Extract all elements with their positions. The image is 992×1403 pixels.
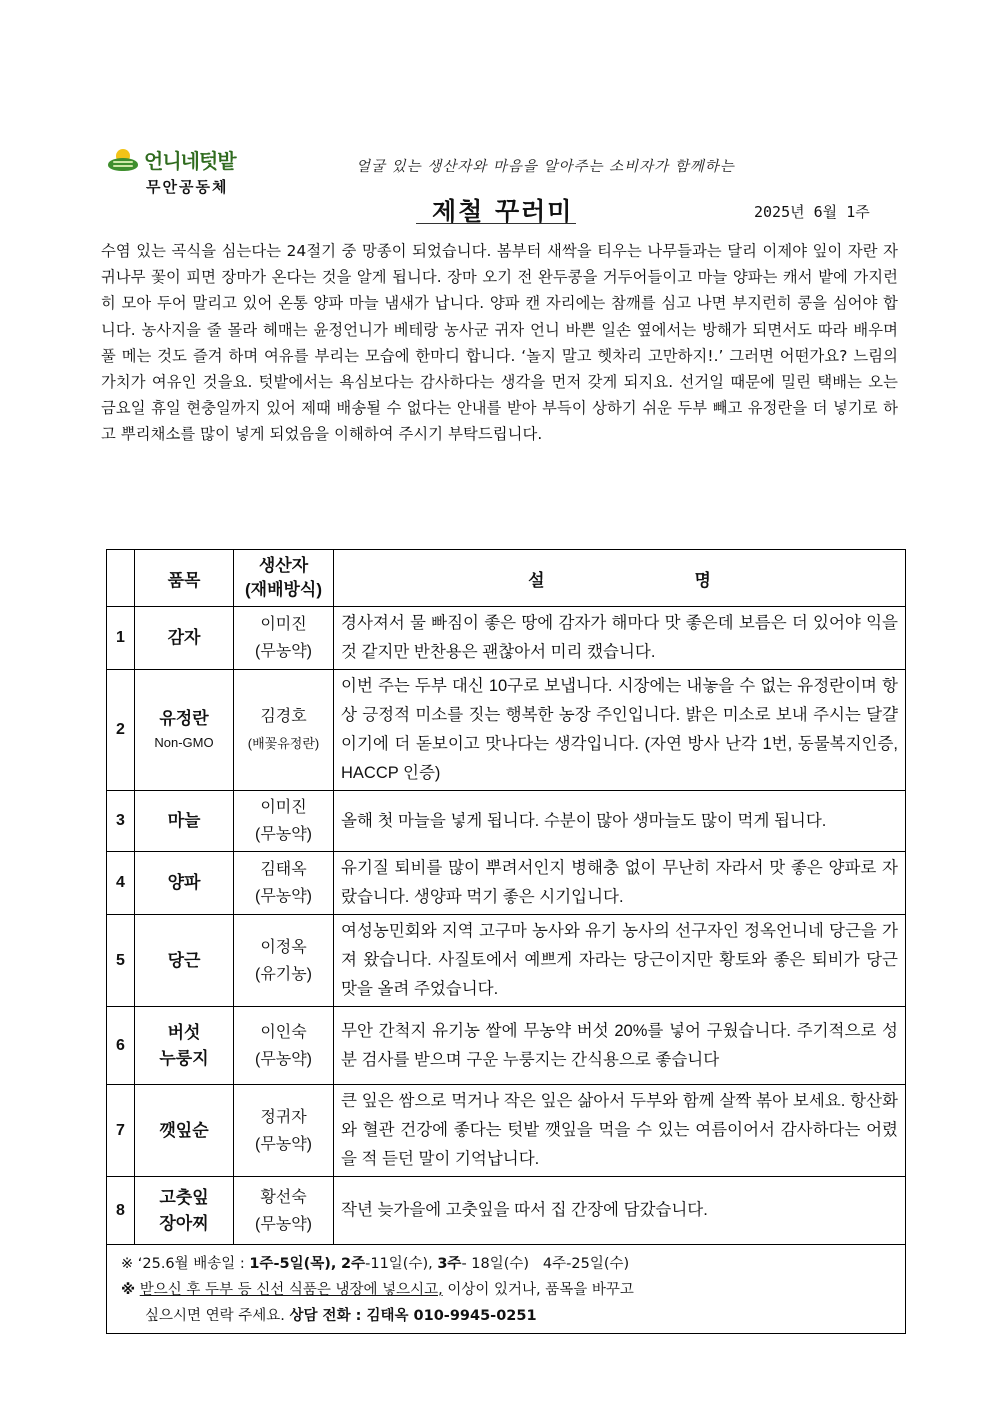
table-row bbox=[107, 1177, 906, 1245]
row-description: 큰 잎은 쌈으로 먹거나 작은 잎은 삶아서 두부와 함께 살짝 볶아 보세요. 항산화와 혈관 건강에 좋다는 텃밭 깻잎을 먹을 수 있는 여름이어서 감사하다는 어렸을 적 듣던 말이 기억납니다. bbox=[334, 1085, 906, 1177]
header-desc-char1: 설 bbox=[528, 570, 545, 590]
table-row bbox=[107, 1085, 906, 1177]
row-item bbox=[135, 1177, 234, 1245]
row-item bbox=[135, 1007, 234, 1085]
producer-name: 이미진 bbox=[260, 616, 307, 633]
row-number: 6 bbox=[107, 1007, 135, 1085]
row-item-line1: 버섯 bbox=[167, 1022, 201, 1042]
row-number: 2 bbox=[107, 670, 135, 791]
logo bbox=[108, 145, 268, 197]
row-description: 무안 간척지 유기농 쌀에 무농약 버섯 20%를 넣어 구웠습니다. 주기적으로 성분 검사를 받으며 구운 누룽지는 간식용으로 좋습니다 bbox=[334, 1007, 906, 1085]
producer-method: (무농약) bbox=[254, 1135, 313, 1153]
row-item-line2: 누룽지 bbox=[159, 1048, 209, 1068]
issue-date: 2025년 6월 1주 bbox=[754, 203, 870, 221]
row-description: 여성농민회와 지역 고구마 농사와 유기 농사의 선구자인 정옥언니네 당근을 가져 왔습니다. 사질토에서 예쁘게 자라는 당근이지만 황토와 좋은 퇴비가 당근 맛을 올려 주었습니다. bbox=[334, 915, 906, 1007]
table-row bbox=[107, 791, 906, 852]
row-item bbox=[135, 670, 234, 791]
contact-phone: 상담 전화 : 김태옥 010-9945-0251 bbox=[289, 1308, 537, 1324]
row-number: 3 bbox=[107, 791, 135, 852]
row-item: 양파 bbox=[135, 852, 234, 915]
table-row bbox=[107, 670, 906, 791]
row-item-line2: 장아찌 bbox=[159, 1213, 209, 1233]
logo-subtitle: 무안공동체 bbox=[146, 178, 229, 196]
row-number: 1 bbox=[107, 607, 135, 670]
producer-method: (무농약) bbox=[254, 643, 313, 660]
contact-line bbox=[121, 1303, 891, 1329]
row-producer bbox=[234, 1085, 334, 1177]
producer-method: (무농약) bbox=[254, 1215, 313, 1233]
table-row bbox=[107, 915, 906, 1007]
row-producer bbox=[234, 791, 334, 852]
producer-name: 황선숙 bbox=[260, 1188, 307, 1206]
row-producer bbox=[234, 1177, 334, 1245]
row-producer bbox=[234, 915, 334, 1007]
table-footer-row bbox=[107, 1245, 906, 1334]
farm-logo-icon bbox=[108, 149, 138, 171]
delivery-schedule bbox=[121, 1251, 891, 1277]
row-description: 경사져서 물 빠짐이 좋은 땅에 감자가 해마다 맛 좋은데 보름은 더 있어야 익을 것 같지만 반찬용은 괜찮아서 미리 캤습니다. bbox=[334, 607, 906, 670]
title-underline bbox=[416, 223, 576, 224]
producer-method: (무농약) bbox=[254, 1050, 313, 1068]
row-item-note: Non-GMO bbox=[154, 735, 214, 750]
producer-name: 김태옥 bbox=[260, 861, 307, 878]
header-no bbox=[107, 550, 135, 607]
row-item: 깻잎순 bbox=[135, 1085, 234, 1177]
table-row bbox=[107, 607, 906, 670]
note-mark: ※ bbox=[121, 1282, 136, 1298]
row-number: 7 bbox=[107, 1085, 135, 1177]
row-item: 감자 bbox=[135, 607, 234, 670]
table-header-row bbox=[107, 550, 906, 607]
table-row bbox=[107, 1007, 906, 1085]
row-number: 5 bbox=[107, 915, 135, 1007]
header-item: 품목 bbox=[135, 550, 234, 607]
schedule-week2-date: -11일(수), bbox=[365, 1256, 433, 1272]
storage-notice bbox=[121, 1277, 891, 1303]
schedule-prefix: ‘25.6월 배송일 : bbox=[137, 1256, 250, 1272]
note-mark: ※ bbox=[121, 1256, 134, 1272]
producer-name: 이정옥 bbox=[260, 938, 307, 956]
producer-method: (유기농) bbox=[254, 965, 313, 983]
header-producer-line1: 생산자 bbox=[258, 556, 309, 575]
header-desc-char2: 명 bbox=[694, 570, 711, 590]
page-title: 제철 꾸러미 bbox=[432, 197, 574, 226]
producer-name: 이미진 bbox=[260, 799, 307, 816]
notice-underlined: 받으신 후 두부 등 신선 식품은 냉장에 넣으시고, bbox=[139, 1282, 443, 1298]
row-producer bbox=[234, 852, 334, 915]
row-description: 유기질 퇴비를 많이 뿌려서인지 병해충 없이 무난히 자라서 맛 좋은 양파로 자랐습니다. 생양파 먹기 좋은 시기입니다. bbox=[334, 852, 906, 915]
producer-name: 이인숙 bbox=[260, 1023, 307, 1041]
row-producer bbox=[234, 670, 334, 791]
schedule-week4: 4주-25일(수) bbox=[542, 1256, 630, 1272]
row-description: 작년 늦가을에 고춧잎을 따서 집 간장에 담갔습니다. bbox=[334, 1177, 906, 1245]
producer-name: 김경호 bbox=[260, 708, 307, 725]
producer-method: (무농약) bbox=[254, 888, 313, 905]
notice-rest: 이상이 있거나, 품목을 바꾸고 bbox=[442, 1282, 634, 1298]
row-description: 이번 주는 두부 대신 10구로 보냅니다. 시장에는 내놓을 수 없는 유정란이며 항상 긍정적 미소를 짓는 행복한 농장 주인입니다. 밝은 미소로 보내 주시는 달걀이기에 더 돋보이고 맛나다는 생각입니다. (자연 방사 난각 1번, 동물복지인증, HACCP 인증) bbox=[334, 670, 906, 791]
row-number: 8 bbox=[107, 1177, 135, 1245]
schedule-week1: 1주-5일(목), bbox=[249, 1256, 337, 1272]
schedule-week3-label: 3주 bbox=[437, 1256, 462, 1272]
row-description: 올해 첫 마늘을 넣게 됩니다. 수분이 많아 생마늘도 많이 먹게 됩니다. bbox=[334, 791, 906, 852]
notice-line2: 싶으시면 연락 주세요. bbox=[145, 1308, 290, 1324]
row-item: 당근 bbox=[135, 915, 234, 1007]
logo-name: 언니네텃밭 bbox=[144, 149, 236, 173]
row-number: 4 bbox=[107, 852, 135, 915]
items-table bbox=[106, 549, 906, 1334]
row-item-line1: 고춧잎 bbox=[159, 1187, 209, 1207]
schedule-week3-date: - 18일(수) bbox=[461, 1256, 530, 1272]
slogan: 얼굴 있는 생산자와 마음을 알아주는 소비자가 함께하는 bbox=[356, 159, 735, 175]
delivery-notice bbox=[107, 1245, 906, 1334]
row-producer bbox=[234, 607, 334, 670]
table-row bbox=[107, 852, 906, 915]
intro-paragraph: 수염 있는 곡식을 심는다는 24절기 중 망종이 되었습니다. 봄부터 새싹을 티우는 나무들과는 달리 이제야 잎이 자란 자귀나무 꽃이 피면 장마가 온다는 것을 알게 됩니다. 장마 오기 전 완두콩을 거두어들이고 마늘 양파는 캐서 밭에 가지런히 모아 두어 말리고 있어 온통 양파 마늘 냄새가 납니다. 양파 캔 자리에는 참깨를 심고 나면 부지런히 콩을 심어야 합니다. 농사지을 줄 몰라 헤매는 윤정언니가 베테랑 농사군 귀자 언니 바쁜 일손 옆에서는 방해가 되면서도 따라 배우며 풀 메는 것도 즐겨 하며 여유를 부리는 모습에 한마디 합니다. ‘놀지 말고 헷차리 고만하지!.’ 그러면 어떤가요? 느림의 가치가 여유인 것을요. 텃밭에서는 욕심보다는 감사하다는 생각을 먼저 갖게 되지요. 선거일 때문에 밀린 택배는 오는 금요일 휴일 현충일까지 있어 제때 배송될 수 없다는 안내를 받아 부득이 상하기 쉬운 두부 빼고 유정란을 더 넣기로 하고 뿌리채소를 많이 넣게 되었음을 이해하여 주시기 부탁드립니다. bbox=[101, 242, 898, 444]
row-producer bbox=[234, 1007, 334, 1085]
header-description bbox=[334, 550, 906, 607]
header-producer-line2: (재배방식) bbox=[244, 580, 322, 599]
header-producer bbox=[234, 550, 334, 607]
schedule-week2-label: 2주 bbox=[341, 1256, 366, 1272]
producer-method: (배꽃유정란) bbox=[247, 736, 320, 751]
producer-method: (무농약) bbox=[254, 826, 313, 843]
row-item-name: 유정란 bbox=[159, 709, 209, 728]
row-item: 마늘 bbox=[135, 791, 234, 852]
producer-name: 정귀자 bbox=[260, 1108, 307, 1126]
